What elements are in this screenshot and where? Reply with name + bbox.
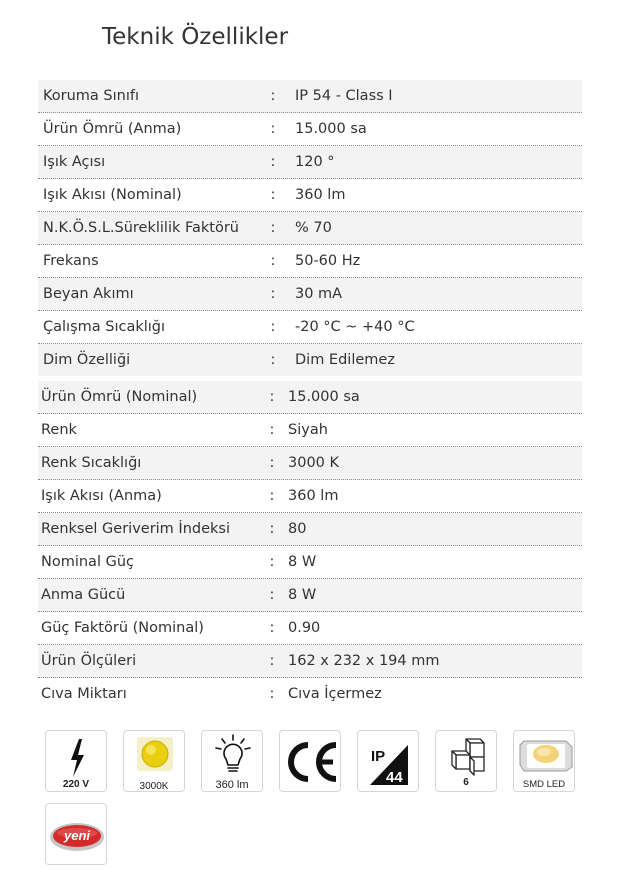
color-temperature-icon-box [123,730,185,792]
spec-value: 3000 K [288,455,340,471]
spec-value: 8 W [288,554,317,570]
spec-value: 15.000 sa [295,121,367,137]
spec-row [38,381,582,414]
new-badge-icon [46,804,107,865]
spec-label: Nominal Güç [41,554,134,570]
spec-separator: : [270,286,276,302]
spec-label: Anma Gücü [41,587,126,603]
spec-row [38,447,582,480]
spec-value: 50-60 Hz [295,253,361,269]
spec-value: 8 W [288,587,317,603]
spec-value: Siyah [288,422,328,438]
spec-value: Dim Edilemez [295,352,395,368]
spec-separator: : [270,220,276,236]
spec-label: Güç Faktörü (Nominal) [41,620,204,636]
spec-separator: : [269,455,275,471]
spec-row [38,113,582,146]
spec-value: 15.000 sa [288,389,360,405]
spec-separator: : [269,488,275,504]
spec-row [38,612,582,645]
spec-row [38,212,582,245]
spec-row [38,245,582,278]
spec-separator: : [270,253,276,269]
spec-label: Dim Özelliği [43,352,131,368]
spec-value: -20 °C ~ +40 °C [295,319,415,335]
spec-row [38,80,582,113]
spec-value: 30 mA [295,286,343,302]
spec-separator: : [270,121,276,137]
spec-row [38,480,582,513]
voltage-caption: 220 V [62,779,90,790]
spec-row [38,311,582,344]
spec-value: 120 ° [295,154,335,170]
spec-separator: : [269,587,275,603]
spec-separator: : [270,319,276,335]
spec-label: Işık Akısı (Anma) [41,488,162,504]
spec-label: Ürün Ölçüleri [41,653,137,669]
spec-table-primary [38,80,582,376]
smd-led-icon-box [513,730,575,792]
spec-value: 162 x 232 x 194 mm [288,653,440,669]
spec-row [38,678,582,710]
spec-value: Cıva İçermez [288,686,382,702]
spec-row [38,344,582,376]
spec-separator: : [270,88,276,104]
new-badge-text: yeni [63,828,91,843]
package-boxes-caption: 6 [463,777,469,788]
light-bulb-caption: 360 lm [215,779,249,791]
spec-table-secondary [38,381,582,710]
spec-label: Beyan Akımı [43,286,134,302]
spec-separator: : [269,620,275,636]
spec-separator: : [269,554,275,570]
page-title: Teknik Özellikler [102,24,289,50]
ce-mark-icon [280,731,341,792]
ce-mark-icon-box [279,730,341,792]
ip-mark-top: IP [371,748,386,765]
spec-label: Çalışma Sıcaklığı [43,319,166,335]
spec-separator: : [269,422,275,438]
spec-row [38,513,582,546]
ip-mark-bottom: 44 [386,769,403,786]
spec-row [38,414,582,447]
ip-rating-icon-box [357,730,419,792]
spec-row [38,179,582,212]
spec-value: 360 lm [295,187,346,203]
spec-separator: : [269,653,275,669]
spec-label: Koruma Sınıfı [43,88,140,104]
spec-label: Renksel Geriverim İndeksi [41,521,230,537]
spec-separator: : [269,686,275,702]
spec-separator: : [270,187,276,203]
spec-label: Işık Akısı (Nominal) [43,187,182,203]
color-temperature-caption: 3000K [139,781,169,792]
voltage-icon-box [45,730,107,792]
spec-value: 0.90 [288,620,321,636]
spec-separator: : [270,154,276,170]
spec-label: Ürün Ömrü (Nominal) [41,389,198,405]
spec-row [38,579,582,612]
light-bulb-icon-box [201,730,263,792]
package-boxes-icon-box [435,730,497,792]
spec-row [38,645,582,678]
ip-rating-icon [358,731,419,792]
smd-led-caption: SMD LED [522,779,566,790]
spec-label: Ürün Ömrü (Anma) [43,121,182,137]
spec-separator: : [270,352,276,368]
spec-label: Renk [41,422,77,438]
spec-label: Renk Sıcaklığı [41,455,142,471]
spec-row [38,546,582,579]
spec-value: IP 54 - Class I [295,88,393,104]
spec-row [38,278,582,311]
spec-label: Frekans [43,253,99,269]
new-badge-icon-box [45,803,107,865]
spec-row [38,146,582,179]
spec-separator: : [269,521,275,537]
spec-value: 360 lm [288,488,339,504]
spec-label: N.K.Ö.S.L.Süreklilik Faktörü [43,220,239,236]
spec-label: Cıva Miktarı [41,686,127,702]
spec-separator: : [269,389,275,405]
spec-value: 80 [288,521,307,537]
spec-label: Işık Açısı [43,154,106,170]
spec-value: % 70 [295,220,332,236]
